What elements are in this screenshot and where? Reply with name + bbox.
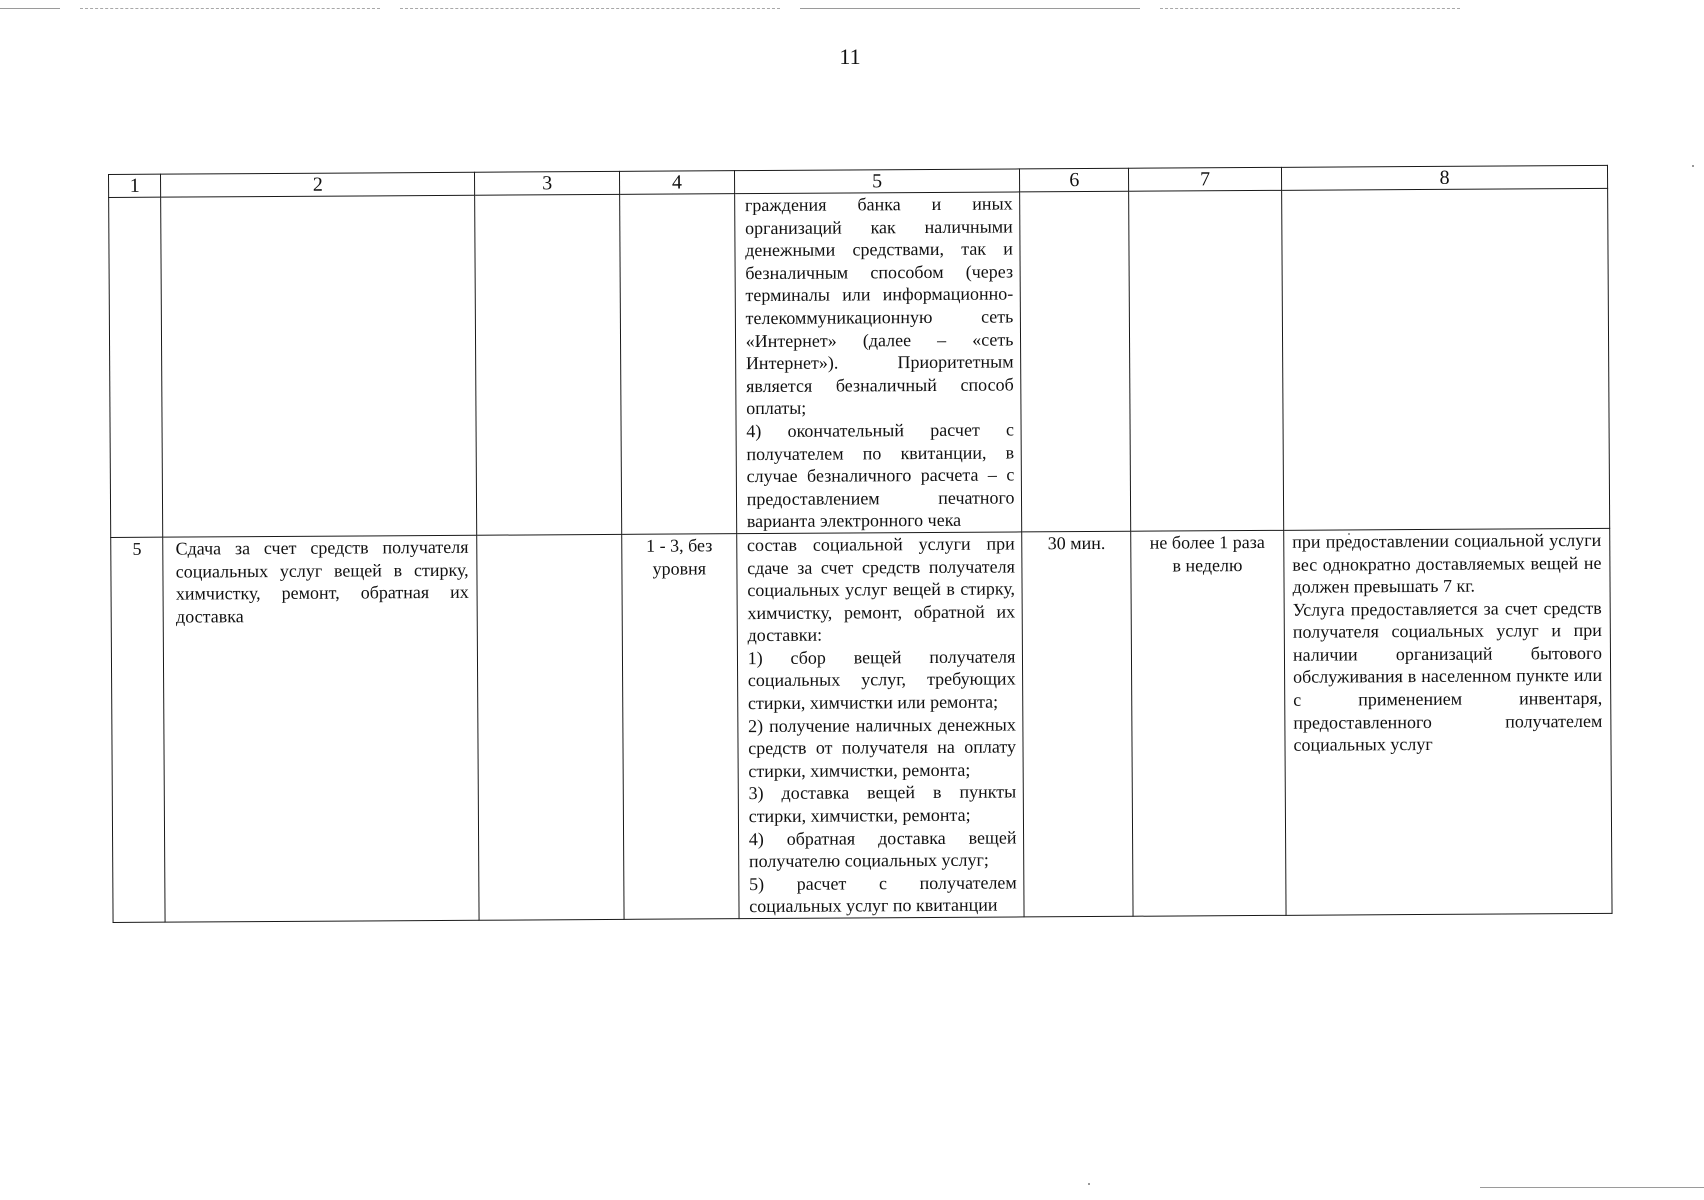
cell-empty [161, 195, 477, 537]
cell-empty [477, 534, 624, 920]
cell-empty [109, 197, 163, 537]
service-frequency: не более 1 раза в неделю [1149, 531, 1265, 576]
scan-edge-line [400, 8, 780, 9]
service-content-continued: граждения банка и иных организаций как наличными денежными средствами, так и безналичным способом (через терминалы или информационно-телекоммуникационную сеть «Интернет» (далее – «сеть Интернет»). Приоритетным является безналичный способ оплаты; 4) окончательный расчет с получателем по квитанции, в случае безналичного расчета – с предоставлением печатного варианта электронного чека [744, 193, 1015, 532]
column-header: 4 [620, 171, 735, 195]
cell-frequency [1131, 530, 1286, 916]
scan-edge-line [800, 8, 1140, 9]
service-name: Сдача за счет средств получателя социальных услуг вещей в стирку, химчистку, ремонт, обратная их доставка [175, 536, 469, 627]
row-number: 5 [132, 538, 142, 559]
cell-service-content [734, 192, 1022, 534]
cell-empty [475, 194, 622, 535]
table-row-continuation [109, 188, 1610, 537]
cell-empty [620, 194, 737, 535]
column-header: 3 [475, 171, 620, 195]
column-header: 5 [734, 169, 1020, 194]
service-content: состав социальной услуги при сдаче за счет средств получателя социальных услуг вещей в стирку, химчистку, ремонт, обратной их доставки: 1) сбор вещей получателя социальных услуг, требующих стирки, химчистки или ремонта; 2) получение наличных денежных средств от получателя на оплату стирки, химчистки, ремонта; 3) доставка вещей в пункты стирки, химчистки, ремонта; 4) обратная доставка вещей получателю социальных услуг; 5) расчет с получателем социальных услуг по квитанции [746, 533, 1017, 917]
cell-service-name [163, 535, 479, 922]
cell-conditions [1284, 528, 1612, 915]
cell-row-number [111, 537, 166, 922]
scan-speck [1088, 1183, 1090, 1185]
cell-empty [1020, 191, 1131, 532]
services-table [108, 165, 1613, 923]
cell-empty [1129, 190, 1284, 531]
column-header: 8 [1281, 165, 1607, 190]
scan-edge-line [0, 8, 60, 9]
service-level: 1 - 3, без уровня [645, 535, 713, 579]
column-header: 6 [1020, 168, 1129, 192]
scan-edge-line [1480, 1187, 1704, 1188]
cell-empty [1282, 188, 1610, 530]
column-header: 1 [109, 174, 161, 197]
cell-service-content [736, 532, 1024, 919]
service-conditions: при предоставлении социальной услуги вес однократно доставляемых вещей не должен превышать 7 кг. Услуга предоставляется за счет средств получателя социальных услуг и при наличии организаций бытового обслуживания в населенном пункте или с применением инвентаря, предоставленного получателем социальных услуг [1292, 529, 1603, 756]
service-duration: 30 мин. [1047, 532, 1106, 554]
cell-duration [1022, 531, 1133, 917]
column-header: 7 [1129, 167, 1282, 191]
cell-level [622, 534, 739, 920]
column-header: 2 [161, 172, 475, 197]
page-number: 11 [839, 44, 861, 69]
table-row-5 [111, 528, 1612, 922]
scan-edge-line [80, 8, 380, 9]
scan-edge-line [1160, 8, 1460, 9]
scan-speck [1692, 165, 1694, 167]
